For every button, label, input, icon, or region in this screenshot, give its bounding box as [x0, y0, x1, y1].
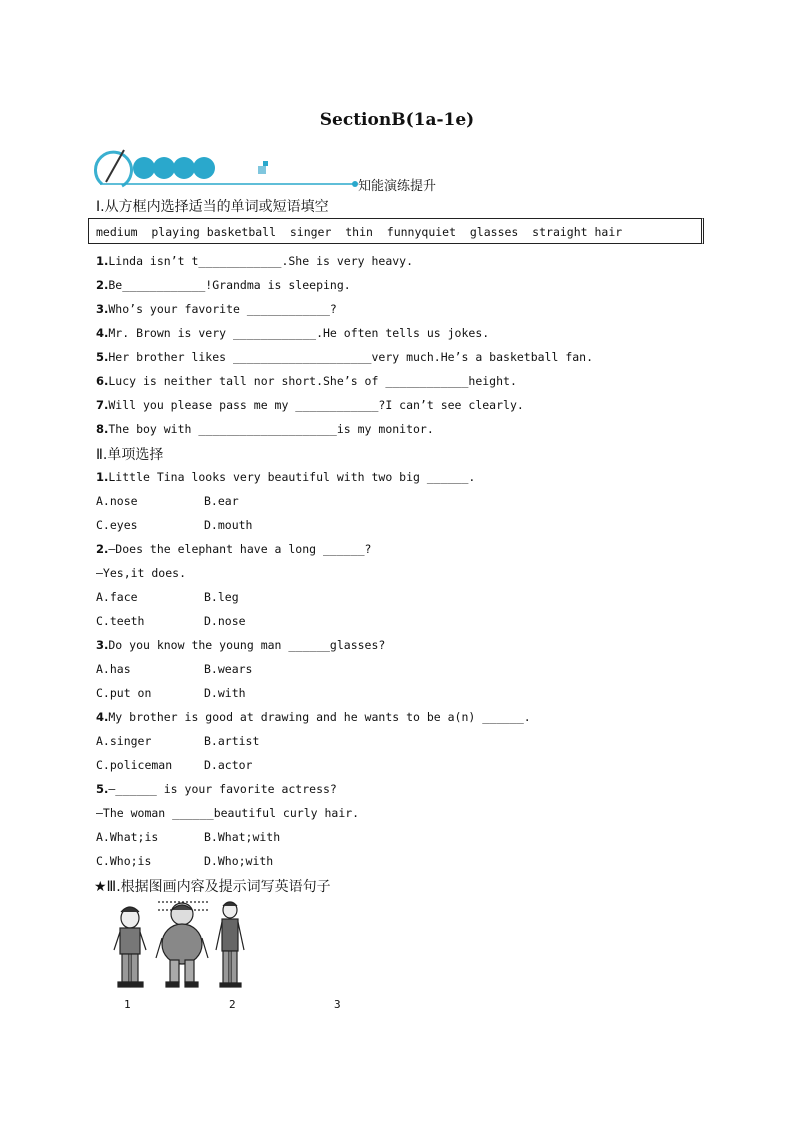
fill-item: 4.Mr. Brown is very ____________.He often tells us jokes. — [96, 326, 490, 340]
section1-heading: Ⅰ.从方框内选择适当的单词或短语填空 — [96, 199, 329, 215]
option: C.put on — [96, 686, 152, 700]
option: D.mouth — [204, 518, 253, 532]
fill-item: 7.Will you please pass me my ____________?I can’t see clearly. — [96, 398, 524, 412]
option: A.has — [96, 662, 131, 676]
option: C.teeth — [96, 614, 145, 628]
banner-label: 知能演练提升 — [358, 179, 437, 194]
option: B.What;with — [204, 830, 281, 844]
option: C.policeman — [96, 758, 173, 772]
option: B.ear — [204, 494, 239, 508]
figure-number: 3 — [334, 998, 341, 1011]
option: D.with — [204, 686, 246, 700]
option: B.wears — [204, 662, 253, 676]
figure-number: 1 — [124, 998, 131, 1011]
question-stem: 1.Little Tina looks very beautiful with two big ______. — [96, 470, 476, 484]
option: D.nose — [204, 614, 246, 628]
section2-heading: Ⅱ.单项选择 — [96, 447, 164, 463]
option: A.What;is — [96, 830, 159, 844]
question-stem: 4.My brother is good at drawing and he wants to be a(n) ______. — [96, 710, 531, 724]
page-title: SectionB(1a-1e) — [319, 110, 475, 130]
option: A.face — [96, 590, 138, 604]
section3-heading: ★Ⅲ.根据图画内容及提示词写英语句子 — [94, 879, 331, 895]
question-reply: —Yes,it does. — [96, 566, 187, 580]
question-stem: 3.Do you know the young man ______glasses? — [96, 638, 386, 652]
fill-item: 2.Be____________!Grandma is sleeping. — [96, 278, 351, 292]
character-illustrations — [108, 898, 258, 990]
question-stem: 5.—______ is your favorite actress? — [96, 782, 337, 796]
figure-tall-man — [216, 902, 244, 987]
word-box: medium playing basketball singer thin funnyquiet glasses straight hair — [88, 218, 704, 244]
question-stem: 2.—Does the elephant have a long ______? — [96, 542, 372, 556]
question-reply: —The woman ______beautiful curly hair. — [96, 806, 360, 820]
figure-short-boy — [114, 907, 146, 987]
option: B.artist — [204, 734, 260, 748]
option: C.eyes — [96, 518, 138, 532]
figure-heavy-man — [156, 902, 208, 987]
option: B.leg — [204, 590, 239, 604]
option: C.Who;is — [96, 854, 152, 868]
fill-item: 5.Her brother likes ____________________very much.He’s a basketball fan. — [96, 350, 594, 364]
fill-item: 6.Lucy is neither tall nor short.She’s of ____________height. — [96, 374, 517, 388]
option: A.singer — [96, 734, 152, 748]
fill-item: 8.The boy with ____________________is my monitor. — [96, 422, 434, 436]
fill-item: 1.Linda isn’t t____________.She is very heavy. — [96, 254, 414, 268]
figure-number: 2 — [229, 998, 236, 1011]
fill-item: 3.Who’s your favorite ____________? — [96, 302, 337, 316]
option: D.actor — [204, 758, 253, 772]
option: D.Who;with — [204, 854, 274, 868]
option: A.nose — [96, 494, 138, 508]
